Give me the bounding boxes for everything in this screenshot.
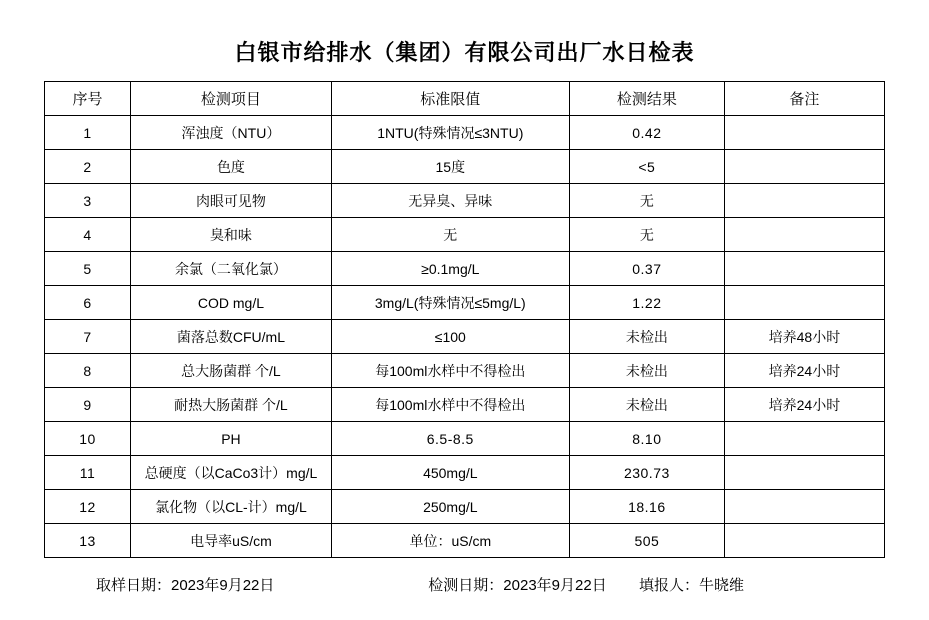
cell-result: 未检出 bbox=[569, 354, 724, 388]
cell-no: 3 bbox=[45, 184, 131, 218]
page-title: 白银市给排水（集团）有限公司出厂水日检表 bbox=[234, 40, 695, 66]
cell-result: 1.22 bbox=[569, 286, 724, 320]
cell-limit: 1NTU(特殊情况≤3NTU) bbox=[331, 116, 569, 150]
cell-remark bbox=[724, 422, 884, 456]
cell-no: 9 bbox=[45, 388, 131, 422]
cell-limit: 无 bbox=[331, 218, 569, 252]
table-row bbox=[45, 286, 885, 320]
table-body bbox=[45, 116, 885, 558]
cell-no: 1 bbox=[45, 116, 131, 150]
cell-limit: 单位：uS/cm bbox=[331, 524, 569, 558]
table-container bbox=[0, 81, 929, 558]
table-header-row bbox=[45, 82, 885, 116]
cell-remark bbox=[724, 218, 884, 252]
cell-result: 无 bbox=[569, 184, 724, 218]
cell-no: 6 bbox=[45, 286, 131, 320]
cell-limit: 6.5-8.5 bbox=[331, 422, 569, 456]
column-header-remark: 备注 bbox=[724, 82, 884, 116]
cell-remark bbox=[724, 252, 884, 286]
cell-limit: ≥0.1mg/L bbox=[331, 252, 569, 286]
cell-result: 8.10 bbox=[569, 422, 724, 456]
cell-item: 菌落总数CFU/mL bbox=[131, 320, 332, 354]
table-row bbox=[45, 320, 885, 354]
cell-remark bbox=[724, 184, 884, 218]
water-quality-table bbox=[44, 81, 885, 558]
cell-item: 浑浊度（NTU） bbox=[131, 116, 332, 150]
table-row bbox=[45, 116, 885, 150]
cell-result: 18.16 bbox=[569, 490, 724, 524]
cell-remark: 培养48小时 bbox=[724, 320, 884, 354]
cell-result: 未检出 bbox=[569, 320, 724, 354]
column-header-result: 检测结果 bbox=[569, 82, 724, 116]
cell-limit: 450mg/L bbox=[331, 456, 569, 490]
cell-limit: 每100ml水样中不得检出 bbox=[331, 388, 569, 422]
table-row bbox=[45, 388, 885, 422]
table-row bbox=[45, 456, 885, 490]
cell-remark bbox=[724, 150, 884, 184]
cell-limit: 无异臭、异味 bbox=[331, 184, 569, 218]
table-row bbox=[45, 150, 885, 184]
cell-result: 230.73 bbox=[569, 456, 724, 490]
cell-no: 13 bbox=[45, 524, 131, 558]
cell-item: 余氯（二氧化氯） bbox=[131, 252, 332, 286]
cell-item: 电导率uS/cm bbox=[131, 524, 332, 558]
cell-no: 2 bbox=[45, 150, 131, 184]
cell-result: 未检出 bbox=[569, 388, 724, 422]
table-row bbox=[45, 524, 885, 558]
cell-result: 无 bbox=[569, 218, 724, 252]
cell-remark bbox=[724, 524, 884, 558]
sampling-date: 取样日期：2023年9月22日 bbox=[96, 577, 275, 594]
cell-result: <5 bbox=[569, 150, 724, 184]
cell-item: 总硬度（以CaCo3计）mg/L bbox=[131, 456, 332, 490]
cell-limit: 250mg/L bbox=[331, 490, 569, 524]
cell-limit: 15度 bbox=[331, 150, 569, 184]
cell-limit: ≤100 bbox=[331, 320, 569, 354]
cell-limit: 每100ml水样中不得检出 bbox=[331, 354, 569, 388]
table-row bbox=[45, 422, 885, 456]
cell-item: COD mg/L bbox=[131, 286, 332, 320]
table-row bbox=[45, 184, 885, 218]
cell-no: 10 bbox=[45, 422, 131, 456]
cell-remark bbox=[724, 456, 884, 490]
table-row bbox=[45, 490, 885, 524]
cell-remark: 培养24小时 bbox=[724, 354, 884, 388]
cell-no: 7 bbox=[45, 320, 131, 354]
table-row bbox=[45, 252, 885, 286]
cell-limit: 3mg/L(特殊情况≤5mg/L) bbox=[331, 286, 569, 320]
cell-item: 氯化物（以CL-计）mg/L bbox=[131, 490, 332, 524]
cell-item: 色度 bbox=[131, 150, 332, 184]
cell-item: PH bbox=[131, 422, 332, 456]
table-row bbox=[45, 354, 885, 388]
column-header-limit: 标准限值 bbox=[331, 82, 569, 116]
cell-remark bbox=[724, 116, 884, 150]
cell-item: 肉眼可见物 bbox=[131, 184, 332, 218]
cell-result: 0.37 bbox=[569, 252, 724, 286]
testing-date: 检测日期：2023年9月22日 bbox=[428, 577, 607, 594]
column-header-item: 检测项目 bbox=[131, 82, 332, 116]
cell-no: 11 bbox=[45, 456, 131, 490]
reporter-name: 填报人：牛晓维 bbox=[639, 577, 745, 594]
table-header bbox=[45, 82, 885, 116]
cell-result: 505 bbox=[569, 524, 724, 558]
cell-no: 8 bbox=[45, 354, 131, 388]
cell-remark bbox=[724, 490, 884, 524]
table-row bbox=[45, 218, 885, 252]
cell-no: 12 bbox=[45, 490, 131, 524]
cell-item: 臭和味 bbox=[131, 218, 332, 252]
cell-no: 4 bbox=[45, 218, 131, 252]
column-header-no: 序号 bbox=[45, 82, 131, 116]
cell-item: 耐热大肠菌群 个/L bbox=[131, 388, 332, 422]
cell-item: 总大肠菌群 个/L bbox=[131, 354, 332, 388]
cell-remark bbox=[724, 286, 884, 320]
cell-no: 5 bbox=[45, 252, 131, 286]
cell-result: 0.42 bbox=[569, 116, 724, 150]
cell-remark: 培养24小时 bbox=[724, 388, 884, 422]
footer bbox=[0, 574, 929, 595]
